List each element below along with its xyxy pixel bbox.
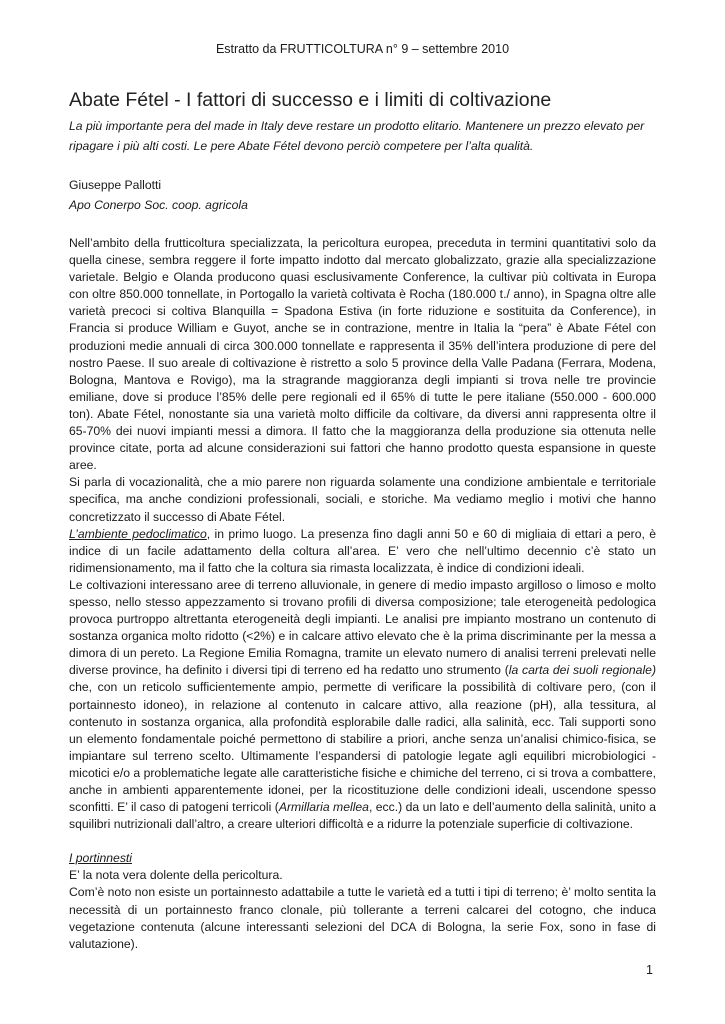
paragraph-1: Nell’ambito della frutticoltura specializzata, la pericoltura europea, preceduta in termini quantitativi solo da quella cinese, sembra reggere il forte impatto indotto dal mercato globalizzato, grazie alla specializzazione varietale. Belgio e Olanda producono quasi esclusivamente Conference, la cultivar più coltivata in Europa con oltre 850.000 tonnellate, in Portogallo la varietà coltivata è Rocha (180.000 t./ anno), in Spagna oltre alle varietà precoci si coltiva Blanquilla = Spadona Estiva (in forte riduzione e sostituita da Conference), in Francia si produce William e Guyot, anche se in contrazione, mentre in Italia la “pera” è Abate Fétel con produzioni medie annuali di circa 300.000 tonnellate e rappresenta il 35% dell’intera produzione di pere del nostro Paese. Il suo areale di coltivazione è ristretto a solo 5 province della Valle Padana (Ferrara, Modena, Bologna, Mantova e Rovigo), ma la stragrande maggioranza degli impianti si trova nelle tre provincie emiliane, dove si produce l’85% delle pere regionali ed il 65% di tutte le pere italiane (550.000 - 600.000 ton). Abate Fétel, nonostante sia una varietà molto difficile da coltivare, da diversi anni rappresenta oltre il 65-70% dei nuovi impianti messi a dimora. Il fatto che la maggioranza della produzione sia ottenuta nelle province citate, porta ad alcune considerazioni sui fattori che hanno prodotto questa espansione in queste aree. (69, 236, 656, 473)
paragraph-4-italic-1: la carta dei suoli regionale) (508, 663, 656, 678)
paragraph-4-text-a: Le coltivazioni interessano aree di terreno alluvionale, in genere di medio impasto argilloso o limoso e molto spesso, nello stesso appezzamento si trovano profili di diversa composizione; tale eterogeneità pedologica provoca purtroppo altrettanta eterogeneità degli impianti. Le analisi pre impianto mostrano un contenuto di sostanza organica molto ridotto (<2%) e in calcare attivo elevato che è la prima discriminante per la messa a dimora di un pereto. La Regione Emilia Romagna, tramite un elevato numero di analisi terreni prelevati nelle diverse province, ha definito i diversi tipi di terreno ed ha redatto uno strumento ( (69, 577, 656, 678)
paragraph-6: Com’è noto non esiste un portainnesto adattabile a tutte le varietà ed a tutti i tipi di terreno; è’ molto sentita la necessità di un portainnesto franco clonale, più tollerante a terreni calcarei del cotogno, che induca vegetazione contenuta (alcune interessanti selezioni del DCA di Bologna, la serie Fox, sono in fase di valutazione). (69, 885, 656, 951)
paragraph-4-text-b: che, con un reticolo sufficientemente ampio, permette di verificare la possibilità di coltivare pero, (con il portainnesto idoneo), in relazione al contenuto in calcare attivo, alla reazione (pH), alla tessitura, al contenuto in sostanza organica, alla profondità esplorabile dalle radici, alla salinità, ecc. Tali supporti sono un elemento fondamentale poiché permettono di stabilire a priori, anche senza un’analisi chimico-fisica, se impiantare sul terreno scelto. Ultimamente l’espandersi di patologie legate agli equilibri microbiologici - micotici e/o a problematiche legate alle caratteristiche fisiche e chimiche del terreno, ci si trova a combattere, anche in ambienti apparentemente idonei, per la ricostituzione delle condizioni ideali, uscendone spesso sconfitti. E’ il caso di patogeni terricoli ( (69, 680, 656, 815)
page-header: Estratto da FRUTTICOLTURA n° 9 – settembre 2010 (215, 42, 510, 56)
article-title: Abate Fétel - I fattori di successo e i limiti di coltivazione (69, 89, 552, 111)
article-subtitle: La più importante pera del made in Italy deve restare un prodotto elitario. Mantenere un prezzo elevato per ripagare i più alti costi. Le pere Abate Fétel devono perciò competere per l’alta qualità. (69, 119, 645, 153)
paragraph-5: E’ la nota vera dolente della pericoltura. (69, 868, 283, 883)
article-content (69, 88, 656, 953)
paragraph-4-italic-2: Armillaria mellea (278, 800, 369, 815)
section-gap (69, 833, 656, 850)
section-heading-rootstocks (69, 850, 656, 867)
page-number: 1 (646, 963, 653, 977)
section-heading-pedoclimatic: L’ambiente pedoclimatico (69, 526, 207, 541)
paragraph-4 (69, 577, 656, 833)
paragraph-2: Si parla di vocazionalità, che a mio parere non riguarda solamente una condizione ambientale e territoriale specifica, ma anche condizioni professionali, sociali, e storiche. Ma vediamo meglio i motivi che hanno concretizzato il successo di Abate Fétel. (69, 475, 656, 524)
paragraph-3-text: , in primo luogo. La presenza fino dagli anni 50 e 60 di migliaia di ettari a pero, è indice di un facile adattamento della coltura all’area. E’ vero che nell’ultimo decennio c’è stato un ridimensionamento, ma il fatto che la coltura sia rimasta localizzata, è indice di condizioni ideali. (69, 526, 656, 575)
article-body (69, 235, 656, 953)
author-affiliation: Apo Conerpo Soc. coop. agricola (69, 198, 248, 212)
author-name: Giuseppe Pallotti (69, 178, 162, 192)
paragraph-4-text-c: , ecc.) da un lato e dell’aumento della salinità, unito a squilibri nutrizionali dall’altro, a creare ulteriori difficoltà e a ridurre la potenziale superficie di coltivazione. (69, 800, 656, 832)
paragraph-3 (69, 526, 656, 577)
section-heading-rootstocks-text: I portinnesti (69, 851, 133, 866)
